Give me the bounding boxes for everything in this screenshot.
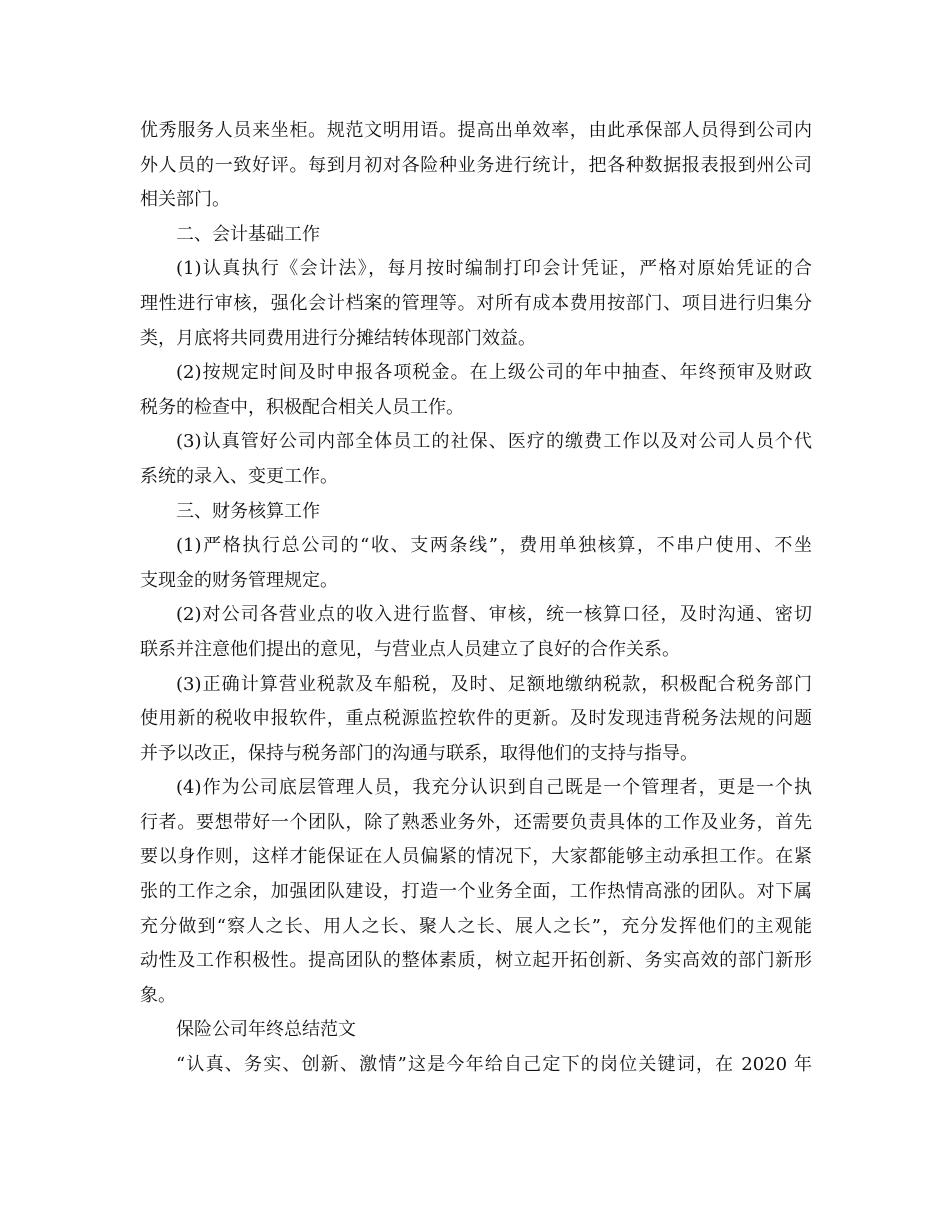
- text-line: 税务的检查中，积极配合相关人员工作。: [140, 396, 464, 418]
- text-line: 外人员的一致好评。每到月初对各险种业务进行统计，把各种数据报表报到州公司: [140, 154, 812, 176]
- text-line: (1)严格执行总公司的“收、支两条线”，费用单独核算，不串户使用、不坐: [176, 535, 812, 557]
- text-line: 相关部门。: [140, 189, 230, 211]
- text-line: 行者。要想带好一个团队，除了熟悉业务外，还需要负责具体的工作及业务，首先: [140, 811, 812, 833]
- section-heading: 二、会计基础工作: [176, 223, 320, 245]
- article-title: 保险公司年终总结范文: [176, 1019, 356, 1041]
- text-line: 要以身作则，这样才能保证在人员偏紧的情况下，大家都能够主动承担工作。在紧: [140, 846, 812, 868]
- text-line: 使用新的税收申报软件，重点税源监控软件的更新。及时发现违背税务法规的问题: [140, 708, 812, 730]
- text-line: 理性进行审核，强化会计档案的管理等。对所有成本费用按部门、项目进行归集分: [140, 292, 812, 314]
- text-line: 象。: [140, 984, 176, 1006]
- text-line: (1)认真执行《会计法》，每月按时编制打印会计凭证，严格对原始凭证的合: [176, 258, 812, 280]
- text-line: (4)作为公司底层管理人员，我充分认识到自己既是一个管理者，更是一个执: [176, 777, 812, 799]
- text-line: 联系并注意他们提出的意见，与营业点人员建立了良好的合作关系。: [140, 638, 680, 660]
- text-line: 支现金的财务管理规定。: [140, 569, 338, 591]
- text-line: (2)对公司各营业点的收入进行监督、审核，统一核算口径，及时沟通、密切: [176, 604, 812, 626]
- section-heading: 三、财务核算工作: [176, 500, 320, 522]
- text-line: “认真、务实、创新、激情”这是今年给自己定下的岗位关键词，在 2020 年: [176, 1054, 812, 1076]
- text-line: 动性及工作积极性。提高团队的整体素质，树立起开拓创新、务实高效的部门新形: [140, 950, 812, 972]
- text-line: 充分做到“察人之长、用人之长、聚人之长、展人之长”，充分发挥他们的主观能: [140, 915, 812, 937]
- text-line: 系统的录入、变更工作。: [140, 465, 338, 487]
- text-line: 张的工作之余，加强团队建设，打造一个业务全面，工作热情高涨的团队。对下属: [140, 881, 812, 903]
- text-line: 类，月底将共同费用进行分摊结转体现部门效益。: [140, 327, 536, 349]
- text-line: (3)认真管好公司内部全体员工的社保、医疗的缴费工作以及对公司人员个代: [176, 431, 812, 453]
- document-body: [140, 114, 812, 1083]
- text-line: 优秀服务人员来坐柜。规范文明用语。提高出单效率，由此承保部人员得到公司内: [140, 120, 812, 141]
- text-line: 并予以改正，保持与税务部门的沟通与联系，取得他们的支持与指导。: [140, 742, 698, 764]
- text-line: (2)按规定时间及时申报各项税金。在上级公司的年中抽查、年终预审及财政: [176, 362, 812, 384]
- text-line: (3)正确计算营业税款及车船税，及时、足额地缴纳税款，积极配合税务部门: [176, 673, 812, 695]
